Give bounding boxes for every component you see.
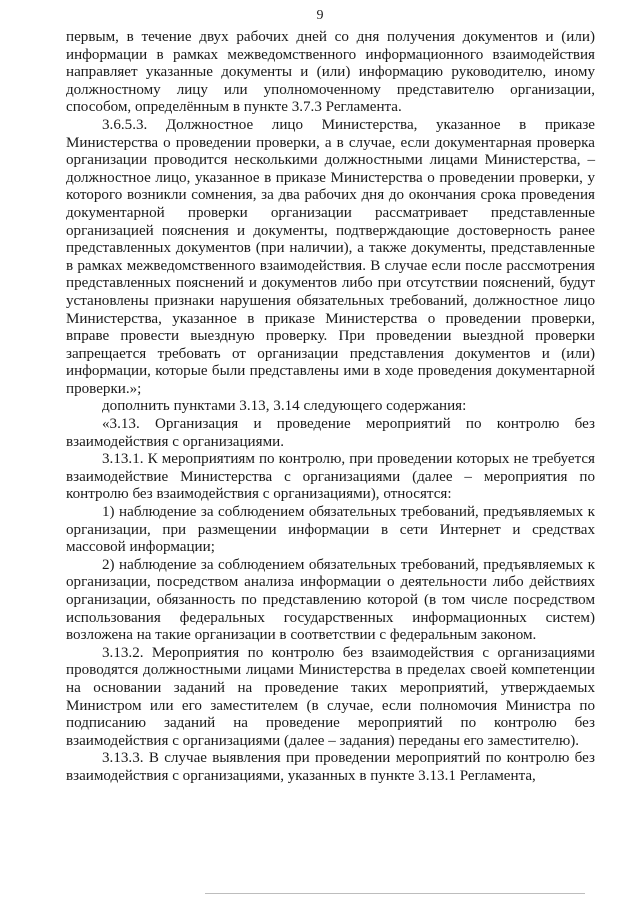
paragraph-3-13-1: 3.13.1. К мероприятиям по контролю, при проведении которых не требуется взаимодействие Министерства с организациями (далее – мероприятия по контролю без взаимодействия с организациями), относятся: bbox=[66, 451, 595, 503]
paragraph-amendment-intro: дополнить пунктами 3.13, 3.14 следующего содержания: bbox=[102, 398, 467, 415]
paragraph-3-13-3: 3.13.3. В случае выявления при проведении мероприятий по контролю без взаимодействия с организациями, указанных в пункте 3.13.1 Регламента, bbox=[66, 750, 595, 784]
paragraph-3-13-2: 3.13.2. Мероприятия по контролю без взаимодействия с организациями проводятся должностными лицами Министерства в пределах своей компетенции на основании заданий на проведение таких мероприятий, утверждаемых Министром или его заместителем (в случае, если полномочия Министра по подписанию заданий на проведение мероприятий по контролю без взаимодействия с организациями (далее – задания) переданы его заместителю). bbox=[66, 644, 595, 749]
list-item-2: 2) наблюдение за соблюдением обязательных требований, предъявляемых к организации, посредством анализа информации о деятельности либо действиях организации, обязанность по представлению которой (в том числе посредством использования федеральных государственных информационных систем) возложена на такие организации в соответствии с федеральным законом. bbox=[66, 556, 595, 644]
paragraph-3-6-5-3: 3.6.5.3. Должностное лицо Министерства, указанное в приказе Министерства о проведении проверки, а в случае, если документарная проверка организации проводится несколькими должностными лицами Министерства, – должностное лицо, указанное в приказе Министерства о проведении проверки, у которого возникли сомнения, за два рабочих дня до окончания срока проведения документарной проверки организации рассматривает представленные организацией пояснения и документы, подтверждающие достоверность ранее представленных документов (при наличии), а также документы, представленные в рамках межведомственного взаимодействия. В случае если после рассмотрения представленных пояснений и документов либо при отсутствии пояснений, будут установлены признаки нарушения обязательных требований, должностное лицо Министерства, указанное в приказе Министерства о проведении проверки, вправе провести выездную проверку. При проведении выездной проверки запрещается требовать от организации представления документов и (или) информации, которые были представлены ими в ходе проведения документарной проверки.»; bbox=[66, 116, 595, 397]
page-number: 9 bbox=[316, 8, 324, 23]
paragraph-continuation: первым, в течение двух рабочих дней со дня получения документов и (или) информации в рамках межведомственного информационного взаимодействия направляет указанные документы и (или) информацию руководителю, иному должностному лицу или уполномоченному представителю организации, способом, определённым в пункте 3.7.3 Регламента. bbox=[66, 29, 595, 116]
scan-edge-line bbox=[205, 893, 585, 894]
document-body bbox=[66, 29, 595, 786]
list-item-1: 1) наблюдение за соблюдением обязательных требований, предъявляемых к организации, при размещении информации в сети Интернет и средствах массовой информации; bbox=[66, 504, 595, 556]
paragraph-3-13: «3.13. Организация и проведение мероприятий по контролю без взаимодействия с организациями. bbox=[66, 416, 595, 450]
